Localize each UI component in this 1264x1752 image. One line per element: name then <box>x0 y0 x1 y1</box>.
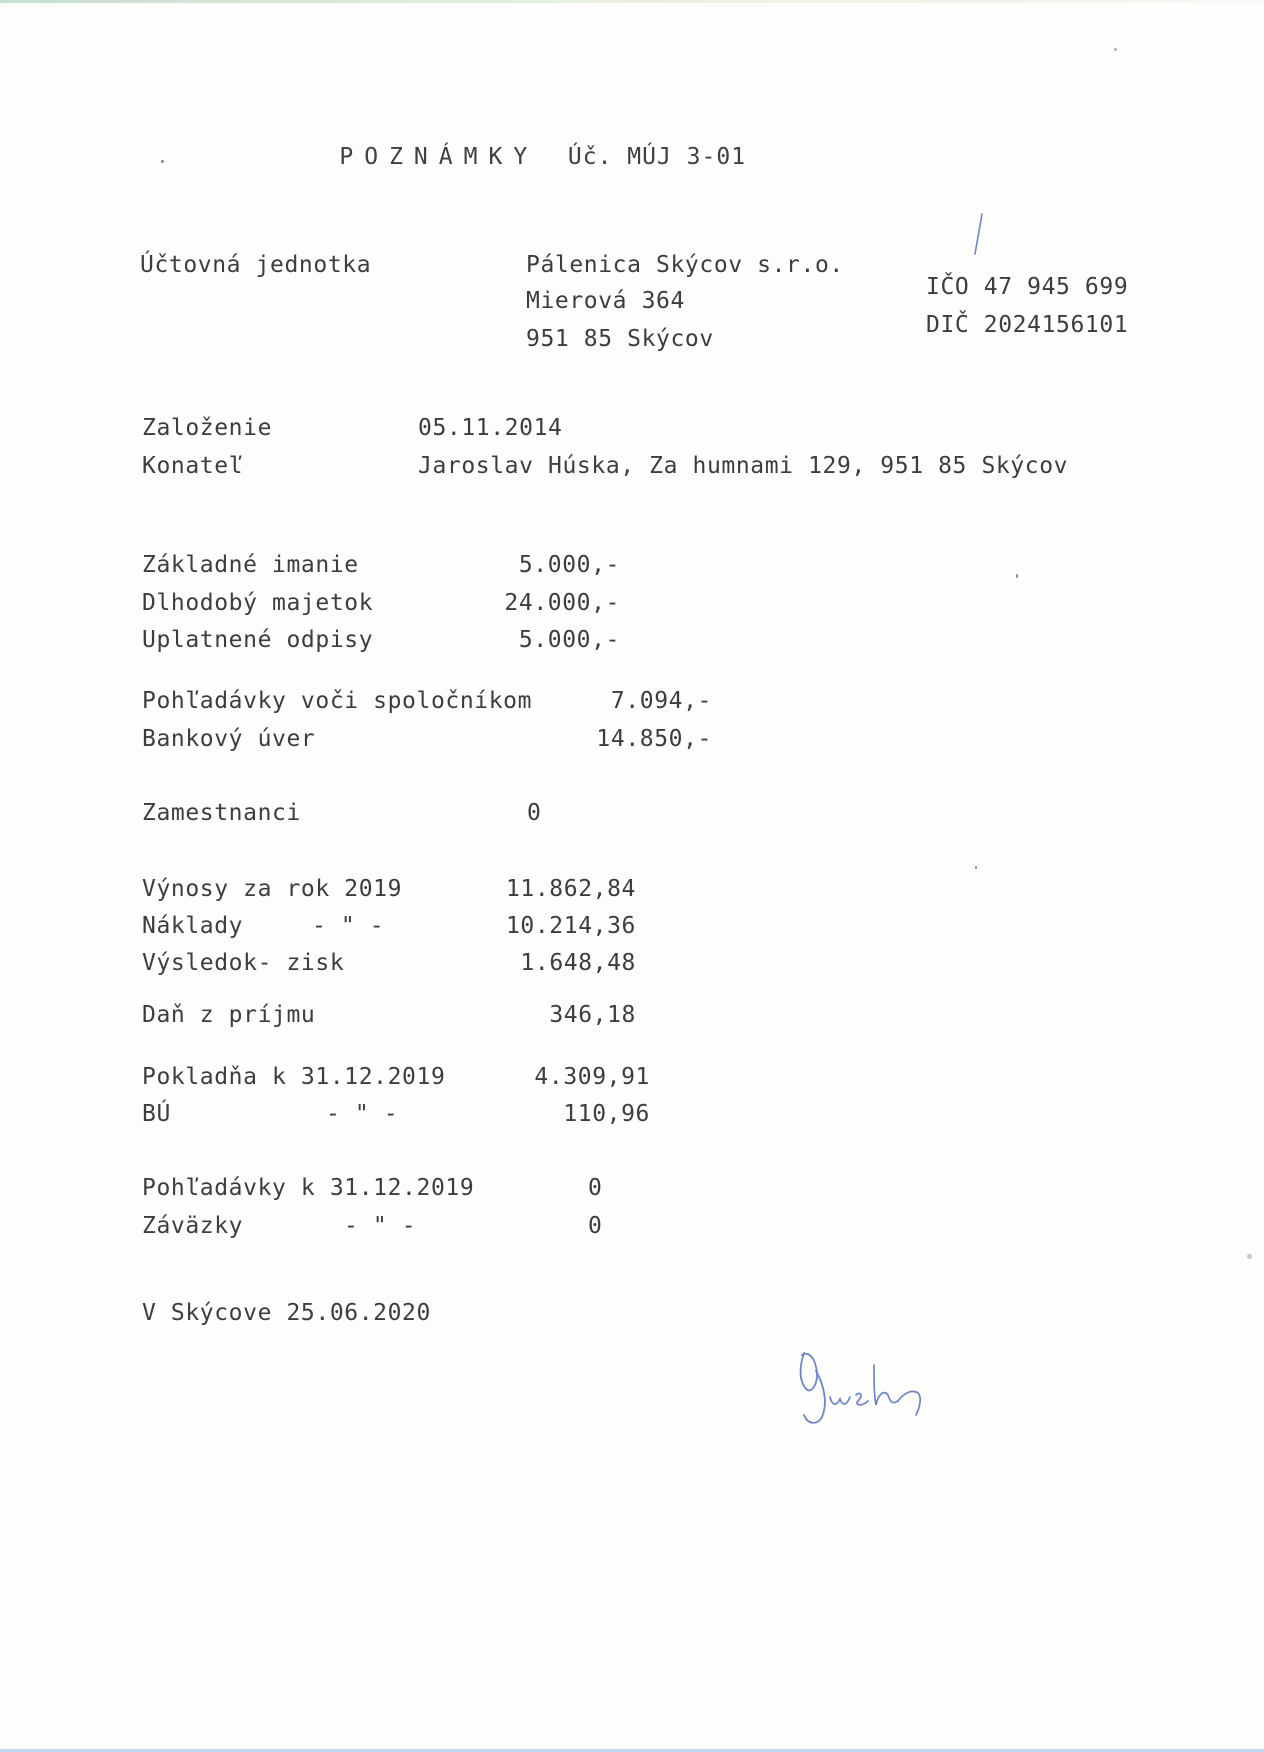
capital-row-label: Dlhodobý majetok <box>142 590 374 616</box>
cash-row-value: 110,96 <box>563 1101 650 1127</box>
signature-image <box>790 1345 950 1435</box>
results-row-value: 11.862,84 <box>505 876 636 902</box>
scan-edge-top <box>0 0 1264 3</box>
capital-row-label: Základné imanie <box>142 552 359 578</box>
balances-row-label: Záväzky <box>142 1213 244 1239</box>
scan-speck <box>975 866 977 869</box>
ditto-mark: - " - <box>344 1213 417 1239</box>
capital-row-value: 5.000,- <box>518 627 620 653</box>
receivables-row-value: 14.850,- <box>596 726 712 752</box>
ditto-mark: - " - <box>312 913 385 939</box>
cash-row-label: Pokladňa k 31.12.2019 <box>142 1064 446 1090</box>
pen-stroke-mark <box>970 212 986 258</box>
results-row-value: 1.648,48 <box>520 950 636 976</box>
place-date: V Skýcove 25.06.2020 <box>142 1300 431 1326</box>
employees-label: Zamestnanci <box>142 800 301 826</box>
results-row-value: 346,18 <box>549 1002 636 1028</box>
results-row-label: Náklady <box>142 913 244 939</box>
title-reference: Úč. MÚJ 3-01 <box>567 144 747 170</box>
founding-value: 05.11.2014 <box>418 415 563 441</box>
executive-label: Konateľ <box>142 453 244 479</box>
scan-speck <box>1016 574 1018 578</box>
receivables-row-value: 7.094,- <box>610 688 712 714</box>
scan-speck <box>161 160 164 163</box>
title-word: POZNÁMKY <box>339 144 539 170</box>
results-row-label: Daň z príjmu <box>142 1002 316 1028</box>
cash-row-label: BÚ <box>142 1101 171 1127</box>
entity-ico: IČO 47 945 699 <box>926 274 1129 300</box>
capital-row-value: 5.000,- <box>518 552 620 578</box>
scan-speck <box>1247 1254 1252 1259</box>
balances-row-label: Pohľadávky k 31.12.2019 <box>142 1175 475 1201</box>
scan-speck <box>1114 48 1117 51</box>
cash-row-value: 4.309,91 <box>534 1064 650 1090</box>
entity-name: Pálenica Skýcov s.r.o. <box>526 252 844 278</box>
founding-label: Založenie <box>142 415 273 441</box>
executive-value: Jaroslav Húska, Za humnami 129, 951 85 Skýcov <box>418 453 1069 479</box>
employees-value: 0 <box>527 800 542 826</box>
entity-city: 951 85 Skýcov <box>526 326 714 352</box>
entity-label: Účtovná jednotka <box>140 252 372 278</box>
ditto-mark: - " - <box>326 1101 399 1127</box>
results-row-value: 10.214,36 <box>505 913 636 939</box>
entity-dic: DIČ 2024156101 <box>926 312 1129 338</box>
entity-street: Mierová 364 <box>526 288 685 314</box>
document-title <box>280 112 746 202</box>
capital-row-label: Uplatnené odpisy <box>142 627 374 653</box>
results-row-label: Výsledok- zisk <box>142 950 345 976</box>
receivables-row-label: Pohľadávky voči spoločníkom <box>142 688 533 714</box>
results-row-label: Výnosy za rok 2019 <box>142 876 403 902</box>
capital-row-value: 24.000,- <box>504 590 620 616</box>
balances-row-value: 0 <box>588 1175 603 1201</box>
balances-row-value: 0 <box>588 1213 603 1239</box>
receivables-row-label: Bankový úver <box>142 726 316 752</box>
